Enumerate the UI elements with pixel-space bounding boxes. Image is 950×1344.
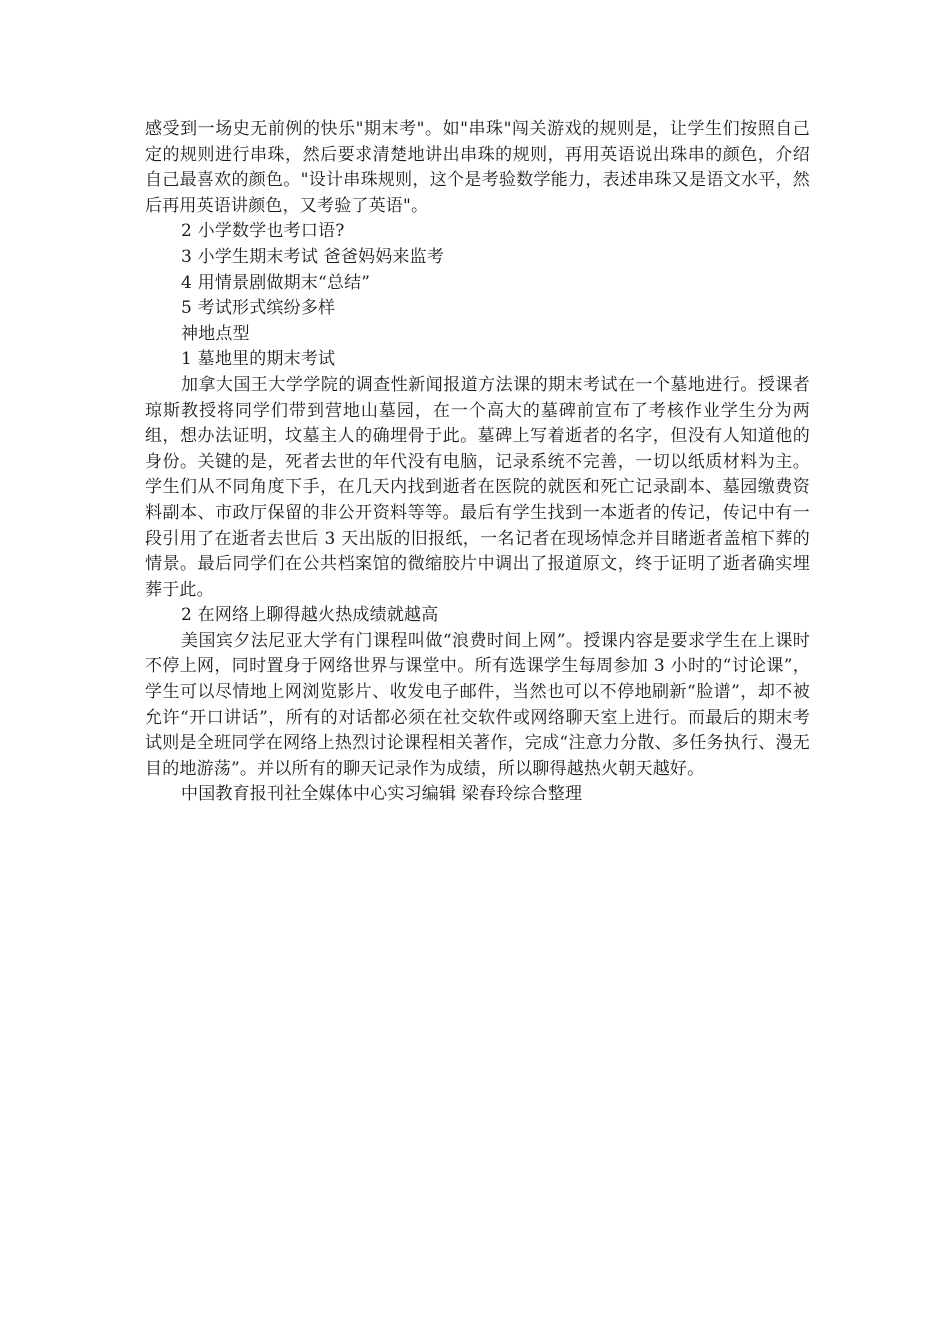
list-item: 4 用情景剧做期末“总结” [181, 272, 371, 293]
document-page [145, 117, 810, 808]
subsection-title-cemetery: 1 墓地里的期末考试 [181, 349, 336, 370]
list-item: 5 考试形式缤纷多样 [181, 298, 336, 319]
topic-list [145, 219, 810, 321]
section-heading: 神地点型 [181, 323, 250, 344]
list-item: 3 小学生期末考试 爸爸妈妈来监考 [181, 246, 445, 267]
subsection-body-cemetery: 加拿大国王大学学院的调查性新闻报道方法课的期末考试在一个墓地进行。授课者琼斯教授将同学们带到营地山墓园，在一个高大的墓碑前宣布了考核作业学生分为两组，想办法证明，坟墓主人的确埋骨于此。墓碑上写着逝者的名字，但没有人知道他的身份。关键的是，死者去世的年代没有电脑，记录系统不完善，一切以纸质材料为主。学生们从不同角度下手，在几天内找到逝者在医院的就医和死亡记录副本、墓园缴费资料副本、市政厅保留的非公开资料等等。最后有学生找到一本逝者的传记，传记中有一段引用了在逝者去世后 3 天出版的旧报纸，一名记者在现场悼念并目睹逝者盖棺下葬的情景。最后同学们在公共档案馆的微缩胶片中调出了报道原文，终于证明了逝者确实埋葬于此。 [145, 374, 810, 600]
subsection-title-online-chat: 2 在网络上聊得越火热成绩就越高 [181, 605, 439, 626]
intro-paragraph: 感受到一场史无前例的快乐"期末考"。如"串珠"闯关游戏的规则是，让学生们按照自己定的规则进行串珠，然后要求清楚地讲出串珠的规则，再用英语说出珠串的颜色，介绍自己最喜欢的颜色。"设计串珠规则，这个是考验数学能力，表述串珠又是语文水平，然后再用英语讲颜色，又考验了英语"。 [145, 119, 810, 216]
subsection-body-online-chat: 美国宾夕法尼亚大学有门课程叫做“浪费时间上网”。授课内容是要求学生在上课时不停上网，同时置身于网络世界与课堂中。所有选课学生每周参加 3 小时的“讨论课”，学生可以尽情地上网浏览影片、收发电子邮件，当然也可以不停地刷新“脸谱”，却不被允许“开口讲话”，所有的对话都必须在社交软件或网络聊天室上进行。而最后的期末考试则是全班同学在网络上热烈讨论课程相关著作，完成“注意力分散、多任务执行、漫无目的地游荡”。并以所有的聊天记录作为成绩，所以聊得越热火朝天越好。 [145, 630, 810, 779]
list-item: 2 小学数学也考口语? [181, 221, 345, 242]
credit-line: 中国教育报刊社全媒体中心实习编辑 梁春玲综合整理 [181, 784, 583, 805]
